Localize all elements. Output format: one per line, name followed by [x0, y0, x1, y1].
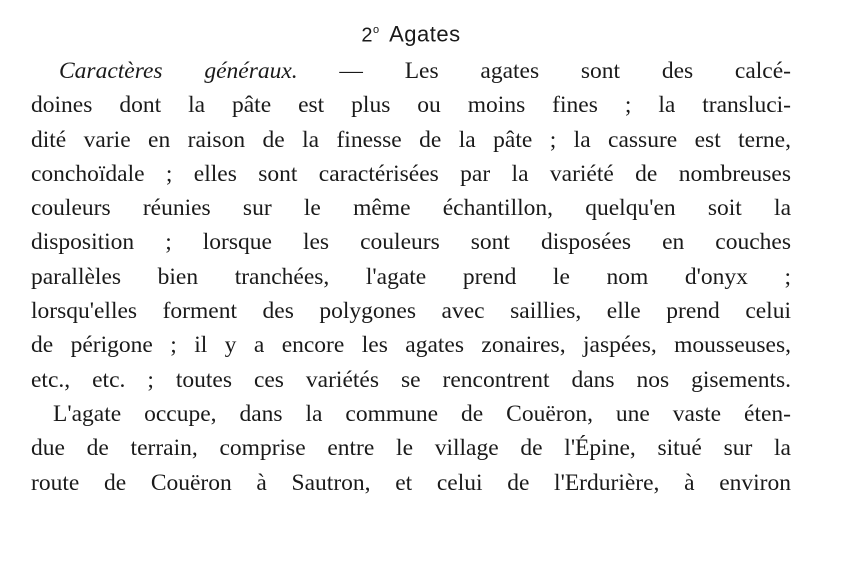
paragraph-line: disposition ; lorsque les couleurs sont disposées en couches: [31, 229, 791, 256]
paragraph-line: etc., etc. ; toutes ces variétés se rencontrent dans nos gisements.: [31, 366, 791, 393]
paragraph-line: parallèles bien tranchées, l'agate prend le nom d'onyx ;: [31, 263, 791, 290]
document-page: [31, 14, 791, 500]
section-number: 2: [361, 24, 374, 47]
paragraph-line: route de Couëron à Sautron, et celui de l'Erdurière, à environ: [31, 469, 791, 496]
section-title: Agates: [389, 21, 461, 47]
section-heading: [31, 14, 791, 46]
paragraph-line: doines dont la pâte est plus ou moins fines ; la transluci-: [31, 92, 791, 119]
paragraph-general-characters: [31, 54, 791, 397]
paragraph-line: de périgone ; il y a encore les agates zonaires, jaspées, mousseuses,: [31, 332, 791, 359]
paragraph-line: conchoïdale ; elles sont caractérisées par la variété de nombreuses: [31, 160, 791, 187]
paragraph-line: due de terrain, comprise entre le village de l'Épine, situé sur la: [31, 435, 791, 462]
line-text: — Les agates sont des calcé-: [339, 58, 791, 84]
subheading-italic: Caractères généraux.: [59, 58, 298, 84]
paragraph-agate-location: [31, 397, 791, 500]
paragraph-line: L'agate occupe, dans la commune de Couëron, une vaste éten-: [53, 400, 791, 427]
paragraph-line: [31, 54, 791, 88]
section-number-suffix: o: [373, 24, 380, 36]
paragraph-line: couleurs réunies sur le même échantillon, quelqu'en soit la: [31, 195, 791, 222]
paragraph-line: lorsqu'elles forment des polygones avec saillies, elle prend celui: [31, 298, 791, 325]
paragraph-line: dité varie en raison de la finesse de la pâte ; la cassure est terne,: [31, 126, 791, 153]
